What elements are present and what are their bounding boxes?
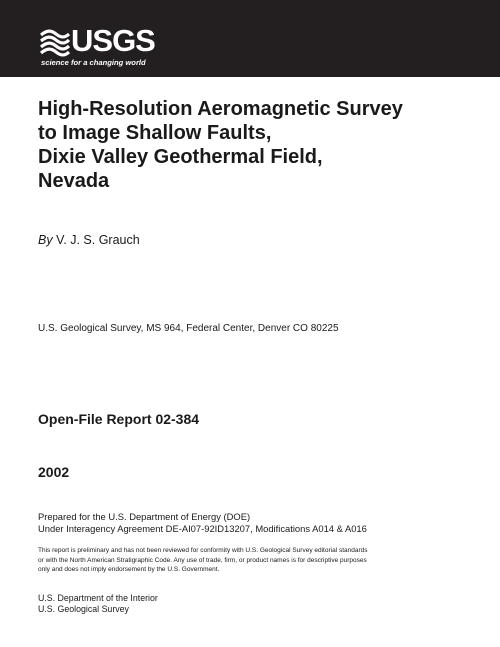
disclaimer-line: This report is preliminary and has not been reviewed for conformity with U.S. Geological Survey editorial standards [38,547,368,554]
disclaimer-block [38,546,368,575]
report-year: 2002 [38,464,70,480]
prepared-for-line: Under Interagency Agreement DE-AI07-92ID13207, Modifications A014 & A016 [38,523,367,534]
prepared-for-block [38,511,367,535]
author-name: V. J. S. Grauch [56,233,140,247]
usgs-wave-icon [40,28,70,57]
report-title [38,97,488,193]
title-line: Dixie Valley Geothermal Field, [38,146,323,168]
header-band [0,0,500,77]
report-number: Open-File Report 02-384 [38,411,200,427]
logo-wordmark: USGS [71,23,155,58]
disclaimer-line: only and does not imply endorsement by the U.S. Government. [38,566,220,573]
author-prefix: By [38,233,53,247]
logo-tagline: science for a changing world [41,58,146,67]
author-line [38,233,140,247]
author-address: U.S. Geological Survey, MS 964, Federal Center, Denver CO 80225 [38,323,339,334]
prepared-for-line: Prepared for the U.S. Department of Energy (DOE) [38,511,251,522]
usgs-logo [40,23,155,70]
publisher-block [38,593,158,615]
title-line: to Image Shallow Faults, [38,122,272,144]
publisher-line: U.S. Department of the Interior [38,593,158,603]
title-line: High-Resolution Aeromagnetic Survey [38,98,403,120]
title-line: Nevada [38,170,110,192]
publisher-line: U.S. Geological Survey [38,604,129,614]
disclaimer-line: or with the North American Stratigraphic Code. Any use of trade, firm, or product names is for descriptive purposes [38,556,367,564]
